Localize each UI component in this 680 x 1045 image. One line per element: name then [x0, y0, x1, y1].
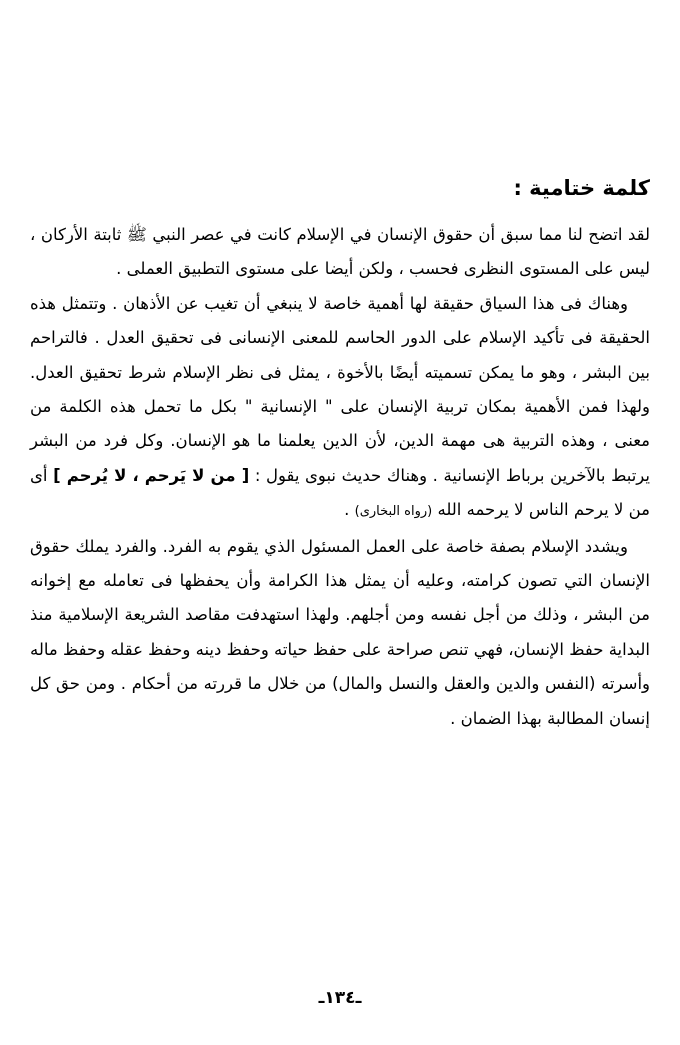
body-text [30, 218, 650, 736]
paragraph-3: ويشدد الإسلام بصفة خاصة على العمل المسئول الذي يقوم به الفرد. والفرد يملك حقوق الإنسان التي تصون كرامته، وعليه أن يمثل هذا الكرامة وأن يحفظها فى تعامله مع إخوانه من البشر ، وذلك من أجل نفسه ومن أجلهم. ولهذا استهدفت مقاصد الشريعة الإسلامية منذ البداية حفظ الإنسان، فهي تنص صراحة على حفظ حياته وحفظ دينه وحفظ عقله وحفظ ماله وأسرته (النفس والدين والعقل والنسل والمال) من خلال ما قررته من أحكام . ومن حق كل إنسان المطالبة بهذا الضمان . [30, 536, 650, 728]
hadith-source: (رواه البخارى) [354, 504, 433, 520]
page-number: ـ١٣٤ـ [318, 988, 362, 1008]
paragraph-1: لقد اتضح لنا مما سبق أن حقوق الإنسان في الإسلام كانت في عصر النبي ﷺ ثابتة الأركان ، ليس على المستوى النظرى فحسب ، ولكن أيضا على مستوى التطبيق العملى . [30, 225, 650, 279]
hadith-explanation: أى من لا يرحم الناس لا يرحمه الله [30, 465, 650, 520]
paragraph-2-end: . [344, 500, 350, 520]
paragraph-2 [30, 287, 650, 530]
hadith-quote: [ من لا يَرحم ، لا يُرحم ] [53, 465, 250, 485]
paragraph-2-text: وهناك فى هذا السياق حقيقة لها أهمية خاصة لا ينبغي أن تغيب عن الأذهان . وتتمثل هذه الحقيقة فى تأكيد الإسلام على الدور الحاسم للمعنى الإنسانى فى تحقيق العدل . فالتراحم بين البشر ، وهو ما يمكن تسميته أيضًا بالأخوة ، يمثل فى نظر الإسلام شرط تحقيق العدل. ولهذا فمن الأهمية بمكان تربية الإنسان على " الإنسانية " بكل ما تحمل هذه الكلمة من معنى ، وهذه التربية هى مهمة الدين، لأن الدين يعلمنا ما هو الإنسان. وكل فرد من البشر يرتبط بالآخرين برباط الإنسانية . وهناك حديث نبوى يقول : [30, 293, 651, 485]
section-heading: كلمة ختامية : [513, 176, 650, 200]
